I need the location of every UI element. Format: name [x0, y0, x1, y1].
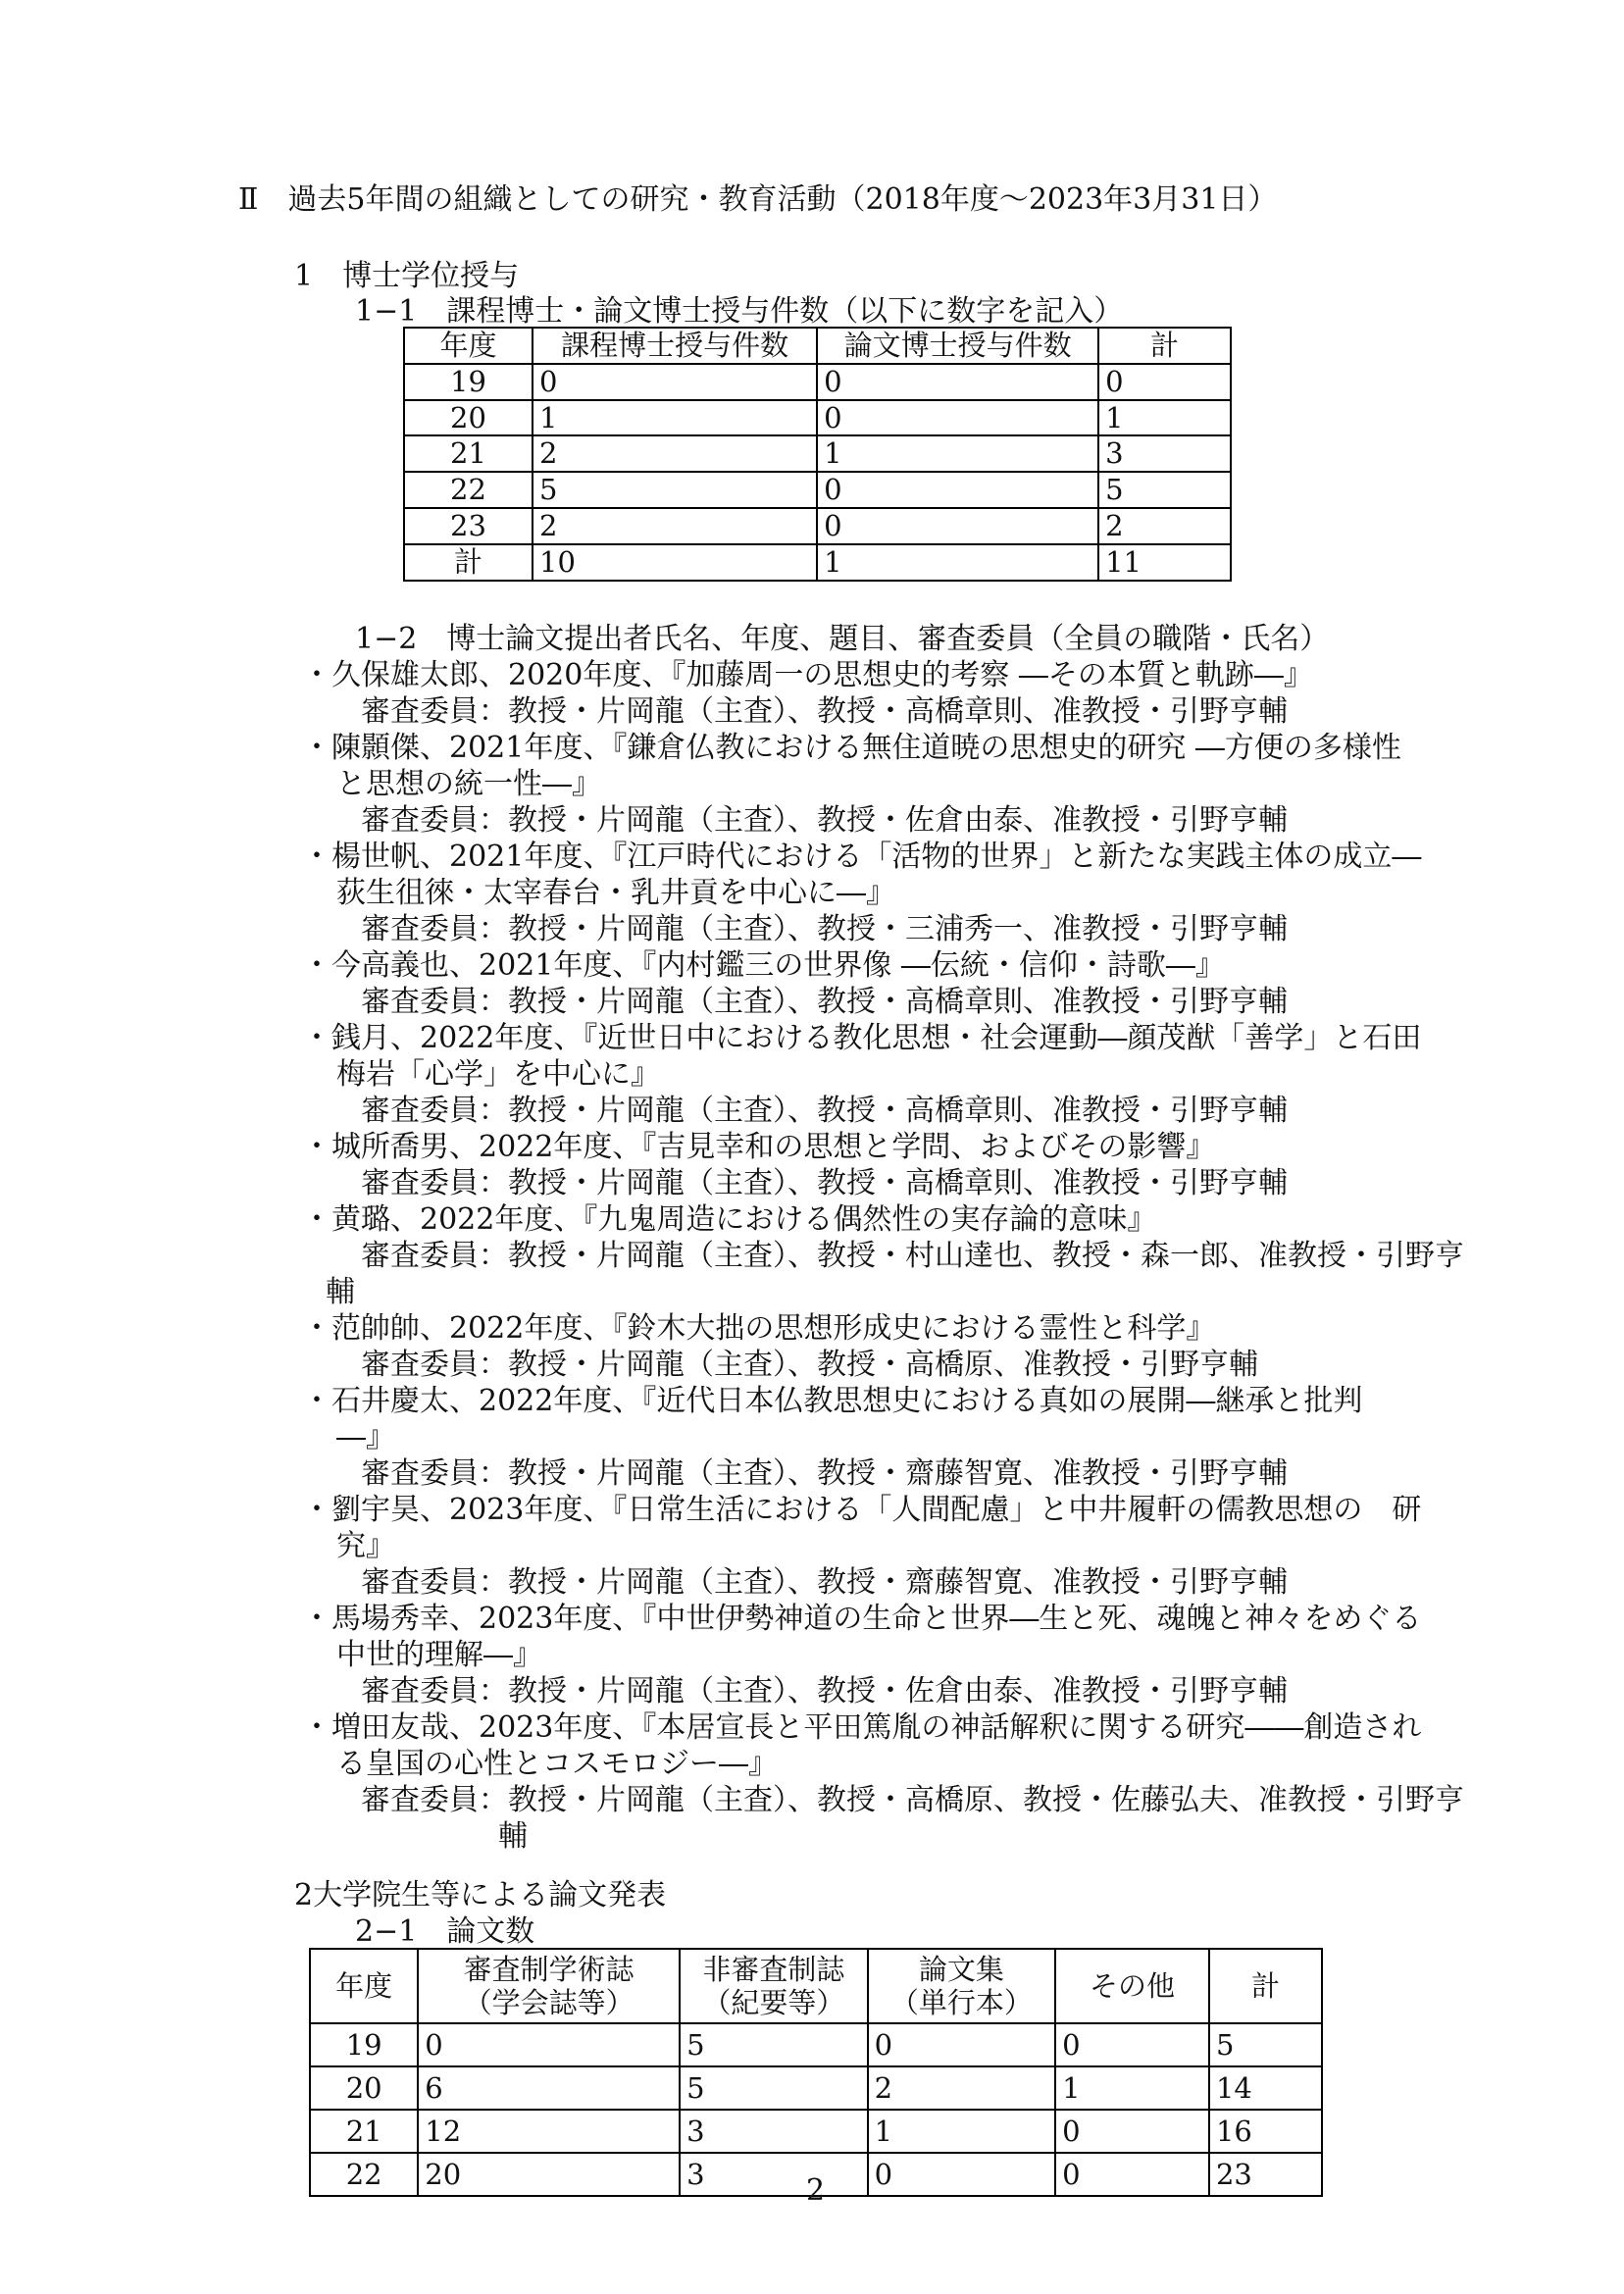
subsection-title: 1 博士学位授与 — [294, 259, 520, 293]
table-cell: 0 — [1098, 364, 1231, 400]
degree-count-table — [403, 327, 1232, 582]
section-title: Ⅱ 過去5年間の組織としての研究・教育活動（2018年度～2023年3月31日） — [238, 182, 1278, 217]
list-item — [302, 947, 1464, 1020]
table-row — [404, 435, 1231, 472]
table-header-cell: 年度 — [310, 1949, 418, 2023]
subsection-title: 2−1 論文数 — [355, 1914, 535, 1949]
table-cell: 1 — [1098, 400, 1231, 436]
table-cell: 10 — [533, 544, 817, 581]
entry-title-cont: 中世的理解―』 — [336, 1638, 542, 1672]
list-item — [302, 730, 1464, 839]
table-cell: 21 — [310, 2110, 418, 2153]
table-cell: 5 — [680, 2023, 868, 2066]
table-cell: 0 — [418, 2023, 680, 2066]
table-cell: 1 — [533, 400, 817, 436]
entry-title-cont: 究』 — [336, 1529, 395, 1563]
table-header-cell: 計 — [1209, 1949, 1322, 2023]
table-cell: 22 — [310, 2153, 418, 2196]
table-cell: 11 — [1098, 544, 1231, 581]
entry-committee: 審査委員：教授・片岡龍（主査）、教授・齋藤智寛、准教授・引野亨輔 — [361, 1565, 1288, 1600]
entry-title: ・馬場秀幸、2023年度、『中世伊勢神道の生命と世界―生と死、魂魄と神々をめぐる — [302, 1602, 1422, 1636]
entry-committee-cont: 輔 — [326, 1275, 355, 1309]
subsection-title: 1−1 課程博士・論文博士授与件数（以下に数字を記入） — [355, 294, 1124, 329]
entry-title: ・増田友哉、2023年度、『本居宣長と平田篤胤の神話解釈に関する研究――創造され — [302, 1710, 1422, 1745]
table-header-cell: 審査制学術誌 （学会誌等） — [418, 1949, 680, 2023]
entry-title: ・今高義也、2021年度、『内村鑑三の世界像 ―伝統・信仰・詩歌―』 — [302, 948, 1225, 983]
table-cell: 1 — [817, 435, 1098, 472]
paper-count-table — [309, 1948, 1323, 2197]
table-cell: 21 — [404, 435, 533, 472]
page-number: 2 — [806, 2173, 826, 2208]
entry-title: ・銭月、2022年度、『近世日中における教化思想・社会運動―顔茂猷「善学」と石田 — [302, 1021, 1422, 1055]
entry-committee: 審査委員：教授・片岡龍（主査）、教授・高橋原、教授・佐藤弘夫、准教授・引野亨 — [361, 1783, 1464, 1817]
table-cell: 5 — [533, 472, 817, 508]
entry-title: ・黄璐、2022年度、『九鬼周造における偶然性の実存論的意味』 — [302, 1202, 1157, 1237]
list-item — [302, 839, 1464, 947]
entry-title: ・城所喬男、2022年度、『吉見幸和の思想と学問、およびその影響』 — [302, 1130, 1216, 1164]
table-cell: 19 — [404, 364, 533, 400]
table-cell: 19 — [310, 2023, 418, 2066]
table-cell: 16 — [1209, 2110, 1322, 2153]
entry-title-cont: る皇国の心性とコスモロジー―』 — [336, 1747, 778, 1781]
entry-committee: 審査委員：教授・片岡龍（主査）、教授・高橋章則、准教授・引野亨輔 — [361, 985, 1288, 1019]
table-cell: 0 — [817, 472, 1098, 508]
table-cell: 20 — [404, 400, 533, 436]
table-cell: 3 — [1098, 435, 1231, 472]
table-cell: 0 — [868, 2153, 1056, 2196]
table-row — [404, 400, 1231, 436]
table-cell: 2 — [533, 508, 817, 544]
table-cell: 0 — [868, 2023, 1056, 2066]
table-cell: 5 — [680, 2066, 868, 2110]
entry-title: ・陳顥傑、2021年度、『鎌倉仏教における無住道暁の思想史的研究 ―方便の多様性 — [302, 731, 1401, 765]
subsection-title: 2大学院生等による論文発表 — [294, 1878, 667, 1912]
table-header-row — [310, 1949, 1322, 2023]
entry-committee: 審査委員：教授・片岡龍（主査）、教授・齋藤智寛、准教授・引野亨輔 — [361, 1456, 1288, 1491]
table-row — [404, 364, 1231, 400]
subsection-title: 1−2 博士論文提出者氏名、年度、題目、審査委員（全員の職階・氏名） — [355, 622, 1330, 656]
entry-title-cont: ―』 — [336, 1420, 395, 1454]
table-header-row — [404, 328, 1231, 364]
entry-title: ・石井慶太、2022年度、『近代日本仏教思想史における真如の展開―継承と批判 — [302, 1384, 1363, 1418]
table-cell: 20 — [310, 2066, 418, 2110]
table-row — [404, 472, 1231, 508]
entry-committee: 審査委員：教授・片岡龍（主査）、教授・高橋章則、准教授・引野亨輔 — [361, 1166, 1288, 1200]
entry-title-cont: 荻生徂徠・太宰春台・乳井貢を中心に―』 — [336, 876, 895, 910]
table-cell: 0 — [533, 364, 817, 400]
table-cell: 2 — [533, 435, 817, 472]
table-row — [404, 544, 1231, 581]
list-item — [302, 1201, 1464, 1310]
table-cell: 2 — [868, 2066, 1056, 2110]
list-item — [302, 1310, 1464, 1383]
table-cell: 0 — [817, 364, 1098, 400]
table-cell: 計 — [404, 544, 533, 581]
entry-title: ・劉宇昊、2023年度、『日常生活における「人間配慮」と中井履軒の儒教思想の 研 — [302, 1493, 1422, 1527]
entry-title: ・范帥帥、2022年度、『鈴木大拙の思想形成史における霊性と科学』 — [302, 1311, 1216, 1346]
table-cell: 0 — [1055, 2023, 1209, 2066]
table-header-cell: 年度 — [404, 328, 533, 364]
list-item — [302, 1601, 1464, 1709]
entry-title-cont: 梅岩「心学」を中心に』 — [336, 1057, 660, 1092]
list-item — [302, 1383, 1464, 1492]
table-row — [310, 2023, 1322, 2066]
table-cell: 5 — [1209, 2023, 1322, 2066]
table-cell: 12 — [418, 2110, 680, 2153]
entry-committee: 審査委員：教授・片岡龍（主査）、教授・高橋章則、准教授・引野亨輔 — [361, 694, 1288, 729]
table-header-cell: 課程博士授与件数 — [533, 328, 817, 364]
entry-title: ・久保雄太郎、2020年度、『加藤周一の思想史的考察 ―その本質と軌跡―』 — [302, 658, 1313, 692]
table-cell: 6 — [418, 2066, 680, 2110]
table-cell: 1 — [1055, 2066, 1209, 2110]
table-row — [310, 2110, 1322, 2153]
table-cell: 23 — [404, 508, 533, 544]
entry-committee: 審査委員：教授・片岡龍（主査）、教授・佐倉由泰、准教授・引野亨輔 — [361, 803, 1288, 838]
table-cell: 23 — [1209, 2153, 1322, 2196]
table-cell: 22 — [404, 472, 533, 508]
entry-title-cont: と思想の統一性―』 — [336, 767, 601, 801]
table-row — [404, 508, 1231, 544]
table-header-cell: 論文博士授与件数 — [817, 328, 1098, 364]
list-item — [302, 1020, 1464, 1129]
table-cell: 3 — [680, 2153, 868, 2196]
list-item — [302, 657, 1464, 730]
entry-committee: 審査委員：教授・片岡龍（主査）、教授・佐倉由泰、准教授・引野亨輔 — [361, 1674, 1288, 1708]
table-cell: 1 — [817, 544, 1098, 581]
table-row — [310, 2066, 1322, 2110]
dissertation-list — [302, 657, 1464, 1855]
table-cell: 2 — [1098, 508, 1231, 544]
table-cell: 0 — [1055, 2110, 1209, 2153]
table-cell: 14 — [1209, 2066, 1322, 2110]
entry-title: ・楊世帆、2021年度、『江戸時代における「活物的世界」と新たな実践主体の成立― — [302, 840, 1422, 874]
table-header-cell: 計 — [1098, 328, 1231, 364]
table-header-cell: その他 — [1055, 1949, 1209, 2023]
table-cell: 5 — [1098, 472, 1231, 508]
entry-committee: 審査委員：教授・片岡龍（主査）、教授・高橋章則、准教授・引野亨輔 — [361, 1094, 1288, 1128]
entry-committee-cont: 輔 — [498, 1819, 528, 1854]
list-item — [302, 1492, 1464, 1601]
entry-committee: 審査委員：教授・片岡龍（主査）、教授・高橋原、准教授・引野亨輔 — [361, 1348, 1258, 1382]
table-cell: 0 — [817, 400, 1098, 436]
table-cell: 20 — [418, 2153, 680, 2196]
table-cell: 0 — [817, 508, 1098, 544]
table-header-cell: 非審査制誌 （紀要等） — [680, 1949, 868, 2023]
table-cell: 3 — [680, 2110, 868, 2153]
list-item — [302, 1129, 1464, 1201]
entry-committee: 審査委員：教授・片岡龍（主査）、教授・三浦秀一、准教授・引野亨輔 — [361, 912, 1288, 946]
list-item — [302, 1709, 1464, 1855]
entry-committee: 審査委員：教授・片岡龍（主査）、教授・村山達也、教授・森一郎、准教授・引野亨 — [361, 1239, 1464, 1273]
table-header-cell: 論文集 （単行本） — [868, 1949, 1056, 2023]
table-cell: 1 — [868, 2110, 1056, 2153]
table-cell: 0 — [1055, 2153, 1209, 2196]
